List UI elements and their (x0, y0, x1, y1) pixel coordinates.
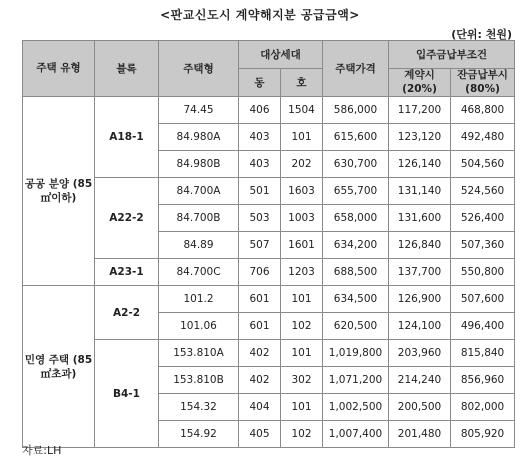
cell-ho: 1203 (281, 259, 323, 286)
cell-ho: 1504 (281, 97, 323, 124)
group-public: 공공 분양 (85㎡이하) (23, 97, 95, 286)
cell-balance: 805,920 (451, 421, 515, 448)
cell-contract: 126,840 (389, 232, 451, 259)
cell-price: 1,071,200 (323, 367, 389, 394)
cell-price: 630,700 (323, 151, 389, 178)
cell-dong: 403 (239, 151, 281, 178)
cell-model: 84.980B (159, 151, 239, 178)
header-type: 주택 유형 (23, 41, 95, 97)
table-title: <판교신도시 계약해지분 공급금액> (160, 8, 360, 22)
cell-contract: 117,200 (389, 97, 451, 124)
cell-ho: 1601 (281, 232, 323, 259)
block-cell: A22-2 (95, 178, 159, 259)
cell-dong: 503 (239, 205, 281, 232)
cell-dong: 501 (239, 178, 281, 205)
cell-price: 1,019,800 (323, 340, 389, 367)
supply-price-table (22, 40, 515, 448)
block-cell: A2-2 (95, 286, 159, 340)
cell-contract: 123,120 (389, 124, 451, 151)
cell-balance: 856,960 (451, 367, 515, 394)
cell-price: 634,200 (323, 232, 389, 259)
cell-dong: 406 (239, 97, 281, 124)
header-model: 주택형 (159, 41, 239, 97)
cell-price: 658,000 (323, 205, 389, 232)
cell-contract: 126,140 (389, 151, 451, 178)
cell-dong: 706 (239, 259, 281, 286)
cell-price: 586,000 (323, 97, 389, 124)
cell-ho: 1003 (281, 205, 323, 232)
table-row (23, 97, 515, 124)
cell-ho: 101 (281, 394, 323, 421)
cell-price: 688,500 (323, 259, 389, 286)
header-dong: 동 (239, 69, 281, 97)
cell-price: 1,007,400 (323, 421, 389, 448)
cell-price: 634,500 (323, 286, 389, 313)
cell-dong: 601 (239, 286, 281, 313)
cell-contract: 200,500 (389, 394, 451, 421)
cell-price: 615,600 (323, 124, 389, 151)
cell-price: 655,700 (323, 178, 389, 205)
cell-balance: 802,000 (451, 394, 515, 421)
header-contract: 계약시 (20%) (389, 69, 451, 97)
cell-model: 101.2 (159, 286, 239, 313)
cell-balance: 468,800 (451, 97, 515, 124)
cell-ho: 101 (281, 340, 323, 367)
cell-balance: 492,480 (451, 124, 515, 151)
cell-balance: 504,560 (451, 151, 515, 178)
cell-model: 84.700B (159, 205, 239, 232)
cell-ho: 101 (281, 124, 323, 151)
cell-balance: 526,400 (451, 205, 515, 232)
table-row (23, 340, 515, 367)
header-payment: 입주금납부조건 (389, 41, 515, 69)
cell-contract: 214,240 (389, 367, 451, 394)
cell-model: 153.810B (159, 367, 239, 394)
cell-dong: 402 (239, 340, 281, 367)
header-balance: 잔금납부시 (80%) (451, 69, 515, 97)
cell-model: 154.32 (159, 394, 239, 421)
cell-contract: 137,700 (389, 259, 451, 286)
cell-ho: 202 (281, 151, 323, 178)
cell-contract: 203,960 (389, 340, 451, 367)
cell-contract: 131,140 (389, 178, 451, 205)
cell-model: 84.700A (159, 178, 239, 205)
cell-ho: 101 (281, 286, 323, 313)
cell-balance: 496,400 (451, 313, 515, 340)
cell-contract: 201,480 (389, 421, 451, 448)
cell-model: 74.45 (159, 97, 239, 124)
group-private: 민영 주택 (85㎡초과) (23, 286, 95, 448)
cell-dong: 601 (239, 313, 281, 340)
cell-dong: 404 (239, 394, 281, 421)
cell-dong: 405 (239, 421, 281, 448)
header-block: 블록 (95, 41, 159, 97)
cell-balance: 524,560 (451, 178, 515, 205)
cell-model: 101.06 (159, 313, 239, 340)
cell-model: 84.700C (159, 259, 239, 286)
block-cell: A23-1 (95, 259, 159, 286)
cell-ho: 102 (281, 421, 323, 448)
cell-contract: 124,100 (389, 313, 451, 340)
table-row (23, 286, 515, 313)
header-target: 대상세대 (239, 41, 323, 69)
block-cell: B4-1 (95, 340, 159, 448)
cell-contract: 126,900 (389, 286, 451, 313)
cell-model: 84.89 (159, 232, 239, 259)
cell-balance: 550,800 (451, 259, 515, 286)
block-cell: A18-1 (95, 97, 159, 178)
cell-model: 153.810A (159, 340, 239, 367)
unit-label: (단위: 천원) (451, 28, 512, 41)
table-row (23, 178, 515, 205)
cell-balance: 507,360 (451, 232, 515, 259)
cell-dong: 402 (239, 367, 281, 394)
source-note: 자료:LH (22, 444, 62, 457)
cell-ho: 302 (281, 367, 323, 394)
cell-ho: 102 (281, 313, 323, 340)
table-row (23, 259, 515, 286)
cell-price: 620,500 (323, 313, 389, 340)
header-price: 주택가격 (323, 41, 389, 97)
cell-dong: 403 (239, 124, 281, 151)
cell-dong: 507 (239, 232, 281, 259)
cell-contract: 131,600 (389, 205, 451, 232)
cell-balance: 815,840 (451, 340, 515, 367)
cell-model: 84.980A (159, 124, 239, 151)
header-ho: 호 (281, 69, 323, 97)
cell-ho: 1603 (281, 178, 323, 205)
cell-price: 1,002,500 (323, 394, 389, 421)
cell-model: 154.92 (159, 421, 239, 448)
cell-balance: 507,600 (451, 286, 515, 313)
